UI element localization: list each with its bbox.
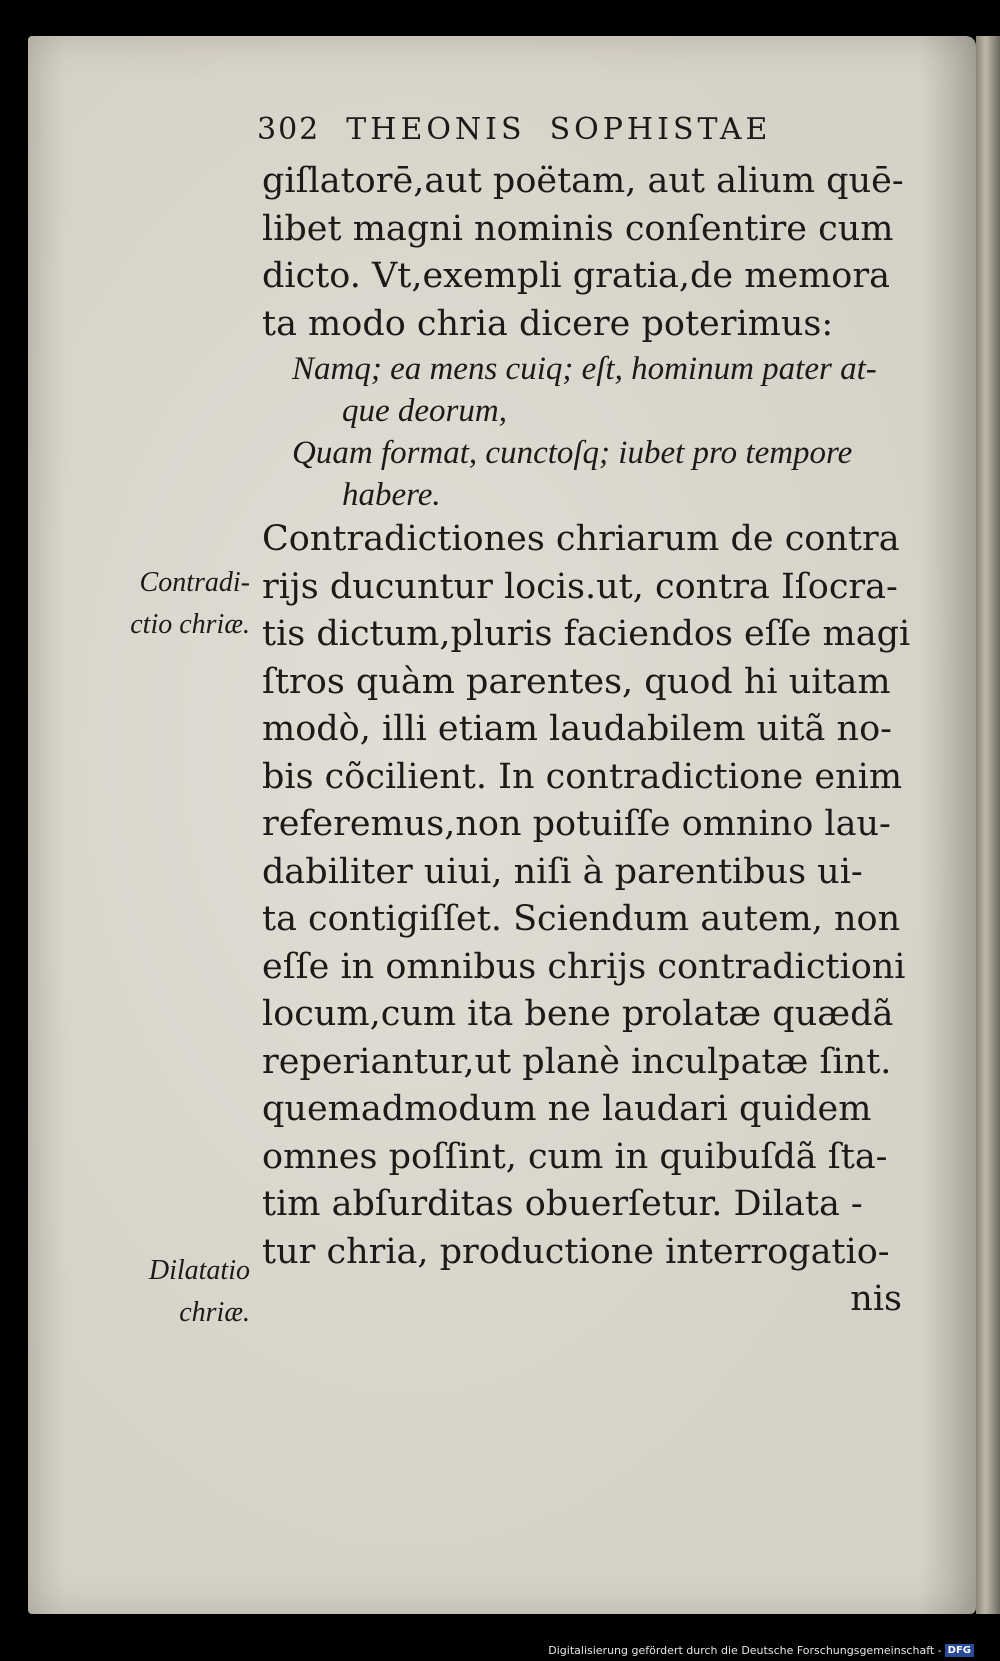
verse-line: habere. [342,477,441,513]
text-line: omnes poſſint, cum in quibuſdã ſta- [262,1136,888,1177]
text-line: dabiliter uiui, niſi à parentibus ui- [262,851,863,892]
text-line: referemus,non potuiſſe omnino lau- [262,804,891,844]
text-line: locum,cum ita bene prolatæ quædã [262,994,894,1034]
credit-text: Digitalisierung gefördert durch die Deutsche Forschungsgemeinschaft - [548,1643,942,1657]
margin-note-line: chriæ. [179,1297,250,1328]
text-line: giſlatorē,aut poëtam, aut alium quē- [262,161,904,201]
text-line: rijs ducuntur locis.ut, contra Iſocra- [262,566,898,607]
text-line: dicto. Vt,exempli gratia,de memora [262,256,890,296]
margin-note-line: Dilatatio [148,1255,250,1286]
verse-line: Namq; ea mens cuiq; eſt, hominum pater at- [292,351,877,387]
text-line: tur chria, productione interrogatio- [262,1231,890,1272]
running-title-word-1: THEONIS [346,112,526,147]
margin-note-contradictio [100,562,250,646]
text-line: libet magni nominis conſentire cum [262,208,894,249]
verse-line: que deorum, [342,393,507,429]
text-line: ta modo chria dicere poterimus: [262,303,834,344]
margin-note-line: Contradi- [139,567,250,598]
main-text-block [262,158,912,1324]
page-edge [976,36,1000,1614]
dfg-logo: DFG [945,1644,974,1657]
running-title-word-2: SOPHISTAE [549,112,772,147]
running-head [257,112,771,147]
digitization-credit [548,1644,974,1658]
text-line: tis dictum,pluris faciendos eſſe magi [262,614,911,654]
margin-note-line: ctio chriæ. [130,609,250,640]
text-line: ſtros quàm parentes, quod hi uitam [262,661,891,702]
text-line: bis cõcilient. In contradictione enim [262,756,903,797]
text-line: reperiantur,ut planè inculpatæ ſint. [262,1041,892,1082]
catchword: nis [850,1279,902,1319]
text-line: eſſe in omnibus chrijs contradictioni [262,946,906,987]
text-line: modò, illi etiam laudabilem uitã no- [262,709,892,749]
verse-line: Quam format, cunctoſq; iubet pro tempore [292,435,853,471]
page-number: 302 [257,112,321,147]
margin-note-dilatatio [100,1250,250,1334]
text-line: ta contigiſſet. Sciendum autem, non [262,899,901,939]
text-line: quemadmodum ne laudari quidem [262,1089,872,1129]
text-line: Contradictiones chriarum de contra [262,519,900,559]
text-line: tim abſurditas obuerſetur. Dilata - [262,1184,863,1224]
